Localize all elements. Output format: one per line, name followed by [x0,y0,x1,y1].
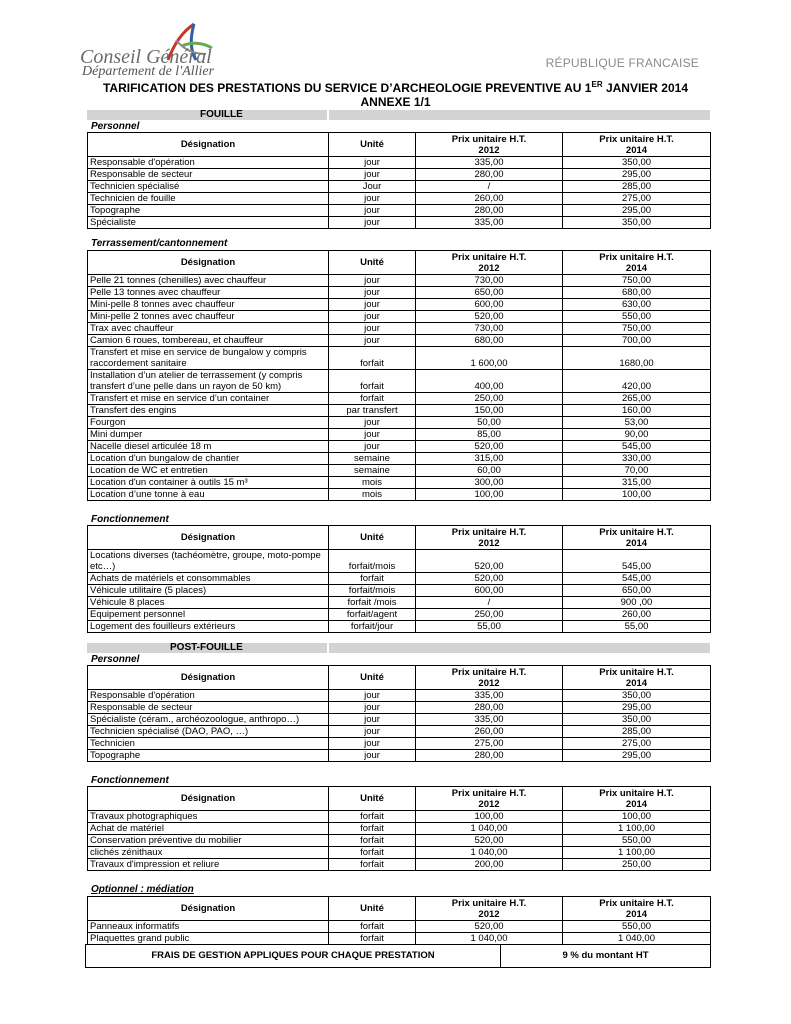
cell-unite: jour [329,311,416,323]
cell-prix-2012: 520,00 [416,311,563,323]
cell-unite: jour [329,417,416,429]
cell-unite: forfait [329,370,416,393]
cell-prix-2012: / [416,181,563,193]
table-row [88,859,711,871]
cell-prix-2014: 260,00 [563,609,711,621]
cell-prix-2014: 55,00 [563,621,711,633]
table-row [88,417,711,429]
cell-prix-2014: 1 040,00 [563,933,711,945]
cell-prix-2012: 600,00 [416,585,563,597]
cell-prix-2012: 100,00 [416,489,563,501]
cell-unite: jour [329,157,416,169]
header-prix-2012: Prix unitaire H.T. 2012 [416,787,563,811]
section-title-fouille: FOUILLE [200,109,243,120]
header-unite: Unité [329,133,416,157]
cell-unite: forfait [329,859,416,871]
table-row [88,811,711,823]
cell-prix-2014: 350,00 [563,157,711,169]
cell-designation: Spécialiste [88,217,329,229]
logo-line2: Département de l'Allier [82,64,215,79]
cell-unite: jour [329,690,416,702]
table-row [88,393,711,405]
cell-prix-2012: 520,00 [416,835,563,847]
table-row [88,835,711,847]
table-row [88,597,711,609]
header-prix-2014: Prix unitaire H.T. 2014 [563,897,711,921]
cell-prix-2014: 1 100,00 [563,823,711,835]
table-row [88,690,711,702]
table-row [88,585,711,597]
cell-designation: Achat de matériel [88,823,329,835]
section-title-post-fouille: POST-FOUILLE [170,642,243,653]
cell-prix-2014: 550,00 [563,835,711,847]
cell-prix-2012: 260,00 [416,193,563,205]
cell-designation: Responsable de secteur [88,169,329,181]
footer-value: 9 % du montant HT [562,950,649,961]
cell-prix-2014: 1 100,00 [563,847,711,859]
header-prix-2012: Prix unitaire H.T. 2012 [416,897,563,921]
footer-box [85,944,711,968]
cell-designation: Installation d’un atelier de terrassement (y compris transfert d’une pelle dans un rayon de 50 km) [88,370,329,393]
cell-designation: Transfert des engins [88,405,329,417]
table-header-row [88,526,711,550]
cell-designation: Panneaux informatifs [88,921,329,933]
cell-prix-2014: 160,00 [563,405,711,417]
table-row [88,489,711,501]
cell-designation: Mini-pelle 8 tonnes avec chauffeur [88,299,329,311]
cell-unite: semaine [329,465,416,477]
table-row [88,370,711,393]
cell-designation: Equipement personnel [88,609,329,621]
label-fouille-fonctionnement: Fonctionnement [91,514,169,525]
cell-prix-2014: 295,00 [563,205,711,217]
table-row [88,726,711,738]
cell-prix-2014: 265,00 [563,393,711,405]
cell-prix-2012: 100,00 [416,811,563,823]
cell-unite: jour [329,429,416,441]
cell-unite: mois [329,477,416,489]
cell-designation: Véhicule utilitaire (5 places) [88,585,329,597]
cell-prix-2012: 1 600,00 [416,347,563,370]
cell-prix-2014: 100,00 [563,811,711,823]
cell-prix-2014: 285,00 [563,726,711,738]
cell-prix-2014: 295,00 [563,750,711,762]
cell-unite: forfait [329,347,416,370]
cell-prix-2014: 750,00 [563,275,711,287]
header-designation: Désignation [88,133,329,157]
cell-prix-2012: 680,00 [416,335,563,347]
cell-unite: forfait [329,573,416,585]
cell-designation: Transfert et mise en service de bungalow y compris raccordement sanitaire [88,347,329,370]
cell-prix-2014: 275,00 [563,193,711,205]
cell-prix-2012: 335,00 [416,714,563,726]
republique-label: RÉPUBLIQUE FRANCAISE [545,56,699,70]
table-row [88,550,711,573]
cell-unite: jour [329,441,416,453]
cell-designation: Location d'un container à outils 15 m³ [88,477,329,489]
cell-prix-2014: 420,00 [563,370,711,393]
cell-prix-2012: 250,00 [416,393,563,405]
cell-unite: forfait/mois [329,550,416,573]
cell-designation: Trax avec chauffeur [88,323,329,335]
cell-unite: forfait /mois [329,597,416,609]
cell-prix-2014: 315,00 [563,477,711,489]
table-row [88,157,711,169]
label-post-personnel: Personnel [91,654,140,665]
cell-unite: jour [329,750,416,762]
cell-prix-2014: 545,00 [563,441,711,453]
cell-prix-2012: 280,00 [416,750,563,762]
table-header-row [88,133,711,157]
cell-designation: Location d'un bungalow de chantier [88,453,329,465]
header-designation: Désignation [88,251,329,275]
cell-prix-2014: 285,00 [563,181,711,193]
header-prix-2012: Prix unitaire H.T. 2012 [416,251,563,275]
logo [80,20,280,80]
cell-unite: jour [329,299,416,311]
table-row [88,573,711,585]
cell-prix-2012: 1 040,00 [416,933,563,945]
table-row [88,847,711,859]
cell-designation: Technicien [88,738,329,750]
cell-unite: Jour [329,181,416,193]
cell-unite: jour [329,702,416,714]
cell-unite: mois [329,489,416,501]
cell-unite: jour [329,169,416,181]
table-post-personnel [87,665,711,762]
table-header-row [88,787,711,811]
header-prix-2012: Prix unitaire H.T. 2012 [416,666,563,690]
table-row [88,621,711,633]
cell-prix-2012: 50,00 [416,417,563,429]
cell-prix-2012: 520,00 [416,441,563,453]
cell-prix-2014: 70,00 [563,465,711,477]
table-row [88,299,711,311]
cell-prix-2012: 275,00 [416,738,563,750]
cell-designation: Technicien spécialisé [88,181,329,193]
cell-prix-2012: 600,00 [416,299,563,311]
header-designation: Désignation [88,897,329,921]
cell-prix-2012: 520,00 [416,550,563,573]
table-fouille-personnel [87,132,711,229]
cell-prix-2014: 250,00 [563,859,711,871]
header-prix-2014: Prix unitaire H.T. 2014 [563,251,711,275]
cell-unite: jour [329,335,416,347]
cell-unite: forfait/agent [329,609,416,621]
section-band-post-fouille-right [329,643,710,653]
header-prix-2014: Prix unitaire H.T. 2014 [563,666,711,690]
cell-unite: forfait [329,847,416,859]
table-row [88,823,711,835]
cell-prix-2014: 680,00 [563,287,711,299]
table-row [88,714,711,726]
cell-designation: Technicien spécialisé (DAO, PAO, …) [88,726,329,738]
header-prix-2014: Prix unitaire H.T. 2014 [563,526,711,550]
cell-unite: semaine [329,453,416,465]
table-row [88,933,711,945]
cell-prix-2014: 90,00 [563,429,711,441]
table-row [88,335,711,347]
cell-designation: Travaux photographiques [88,811,329,823]
cell-prix-2012: 280,00 [416,205,563,217]
cell-designation: Nacelle diesel articulée 18 m [88,441,329,453]
cell-designation: Mini-pelle 2 tonnes avec chauffeur [88,311,329,323]
cell-unite: jour [329,287,416,299]
table-row [88,453,711,465]
cell-unite: forfait [329,933,416,945]
cell-designation: Responsable d'opération [88,690,329,702]
table-header-row [88,251,711,275]
cell-prix-2012: 55,00 [416,621,563,633]
table-header-row [88,897,711,921]
cell-designation: Mini dumper [88,429,329,441]
cell-prix-2012: 1 040,00 [416,847,563,859]
cell-prix-2014: 630,00 [563,299,711,311]
cell-designation: Responsable d'opération [88,157,329,169]
cell-unite: forfait [329,823,416,835]
cell-prix-2012: 650,00 [416,287,563,299]
cell-designation: Logement des fouilleurs extérieurs [88,621,329,633]
cell-prix-2014: 350,00 [563,690,711,702]
cell-prix-2012: 1 040,00 [416,823,563,835]
label-fouille-personnel: Personnel [91,121,140,132]
cell-prix-2014: 550,00 [563,921,711,933]
cell-prix-2014: 350,00 [563,714,711,726]
table-row [88,205,711,217]
cell-prix-2012: 280,00 [416,169,563,181]
cell-prix-2014: 53,00 [563,417,711,429]
cell-unite: jour [329,275,416,287]
header-unite: Unité [329,666,416,690]
header-unite: Unité [329,526,416,550]
table-row [88,181,711,193]
header-unite: Unité [329,787,416,811]
cell-unite: jour [329,205,416,217]
table-header-row [88,666,711,690]
cell-prix-2012: 60,00 [416,465,563,477]
table-row [88,702,711,714]
cell-designation: Transfert et mise en service d’un container [88,393,329,405]
table-mediation [87,896,711,945]
cell-prix-2012: 300,00 [416,477,563,489]
table-row [88,347,711,370]
cell-prix-2014: 550,00 [563,311,711,323]
cell-unite: forfait [329,835,416,847]
cell-prix-2014: 700,00 [563,335,711,347]
cell-unite: forfait [329,811,416,823]
label-mediation: Optionnel : médiation [91,884,194,895]
cell-designation: clichés zénithaux [88,847,329,859]
cell-unite: jour [329,193,416,205]
cell-unite: jour [329,714,416,726]
cell-designation: Technicien de fouille [88,193,329,205]
table-row [88,465,711,477]
header-prix-2012: Prix unitaire H.T. 2012 [416,133,563,157]
section-band-fouille-right [329,110,710,120]
cell-unite: jour [329,323,416,335]
cell-prix-2012: 335,00 [416,217,563,229]
cell-prix-2012: 400,00 [416,370,563,393]
table-row [88,275,711,287]
cell-designation: Achats de matériels et consommables [88,573,329,585]
cell-designation: Travaux d'impression et reliure [88,859,329,871]
cell-prix-2012: / [416,597,563,609]
cell-designation: Spécialiste (céram., archéozoologue, anthropo…) [88,714,329,726]
cell-prix-2012: 335,00 [416,690,563,702]
cell-prix-2014: 295,00 [563,169,711,181]
table-row [88,477,711,489]
cell-unite: jour [329,217,416,229]
cell-designation: Camion 6 roues, tombereau, et chauffeur [88,335,329,347]
cell-prix-2012: 315,00 [416,453,563,465]
cell-designation: Topographe [88,205,329,217]
cell-prix-2014: 295,00 [563,702,711,714]
table-row [88,738,711,750]
table-row [88,921,711,933]
table-row [88,750,711,762]
footer-label: FRAIS DE GESTION APPLIQUES POUR CHAQUE PRESTATION [86,945,501,967]
table-fouille-fonctionnement [87,525,711,633]
cell-unite: forfait [329,921,416,933]
cell-prix-2012: 335,00 [416,157,563,169]
cell-prix-2012: 730,00 [416,323,563,335]
cell-prix-2012: 520,00 [416,921,563,933]
header-prix-2014: Prix unitaire H.T. 2014 [563,787,711,811]
cell-designation: Conservation préventive du mobilier [88,835,329,847]
cell-prix-2014: 545,00 [563,573,711,585]
cell-unite: forfait/mois [329,585,416,597]
cell-prix-2012: 200,00 [416,859,563,871]
cell-prix-2012: 730,00 [416,275,563,287]
cell-designation: Location de WC et entretien [88,465,329,477]
cell-prix-2014: 750,00 [563,323,711,335]
header-prix-2014: Prix unitaire H.T. 2014 [563,133,711,157]
cell-prix-2014: 900 ,00 [563,597,711,609]
cell-designation: Plaquettes grand public [88,933,329,945]
table-row [88,429,711,441]
table-row [88,405,711,417]
table-terrassement [87,250,711,501]
cell-prix-2012: 260,00 [416,726,563,738]
table-row [88,169,711,181]
cell-designation: Fourgon [88,417,329,429]
cell-unite: jour [329,726,416,738]
page-subtitle: ANNEXE 1/1 [360,95,431,109]
cell-prix-2012: 520,00 [416,573,563,585]
cell-prix-2014: 275,00 [563,738,711,750]
cell-unite: forfait/jour [329,621,416,633]
table-row [88,217,711,229]
page-title: TARIFICATION DES PRESTATIONS DU SERVICE D’ARCHEOLOGIE PREVENTIVE AU 1ER JANVIER 2014 [102,80,688,95]
header-designation: Désignation [88,526,329,550]
cell-designation: Locations diverses (tachéomètre, groupe, moto-pompe etc…) [88,550,329,573]
header-designation: Désignation [88,787,329,811]
table-row [88,193,711,205]
header-unite: Unité [329,897,416,921]
cell-designation: Pelle 21 tonnes (chenilles) avec chauffeur [88,275,329,287]
cell-unite: par transfert [329,405,416,417]
cell-prix-2012: 150,00 [416,405,563,417]
label-post-fonctionnement: Fonctionnement [91,775,169,786]
table-row [88,441,711,453]
cell-prix-2014: 545,00 [563,550,711,573]
cell-prix-2014: 1680,00 [563,347,711,370]
table-row [88,287,711,299]
table-row [88,323,711,335]
section-band-post-fouille [87,643,327,653]
logo-line1: Conseil Général [80,46,212,68]
cell-prix-2014: 100,00 [563,489,711,501]
cell-prix-2014: 330,00 [563,453,711,465]
header-designation: Désignation [88,666,329,690]
cell-unite: jour [329,738,416,750]
section-band-fouille [87,110,327,120]
table-row [88,609,711,621]
cell-designation: Véhicule 8 places [88,597,329,609]
cell-designation: Pelle 13 tonnes avec chauffeur [88,287,329,299]
table-post-fonctionnement [87,786,711,871]
cell-prix-2014: 350,00 [563,217,711,229]
header-prix-2012: Prix unitaire H.T. 2012 [416,526,563,550]
cell-prix-2014: 650,00 [563,585,711,597]
cell-unite: forfait [329,393,416,405]
cell-prix-2012: 280,00 [416,702,563,714]
cell-prix-2012: 85,00 [416,429,563,441]
cell-designation: Location d’une tonne à eau [88,489,329,501]
cell-prix-2012: 250,00 [416,609,563,621]
cell-designation: Topographe [88,750,329,762]
header-unite: Unité [329,251,416,275]
cell-designation: Responsable de secteur [88,702,329,714]
label-terrassement: Terrassement/cantonnement [91,238,228,249]
table-row [88,311,711,323]
